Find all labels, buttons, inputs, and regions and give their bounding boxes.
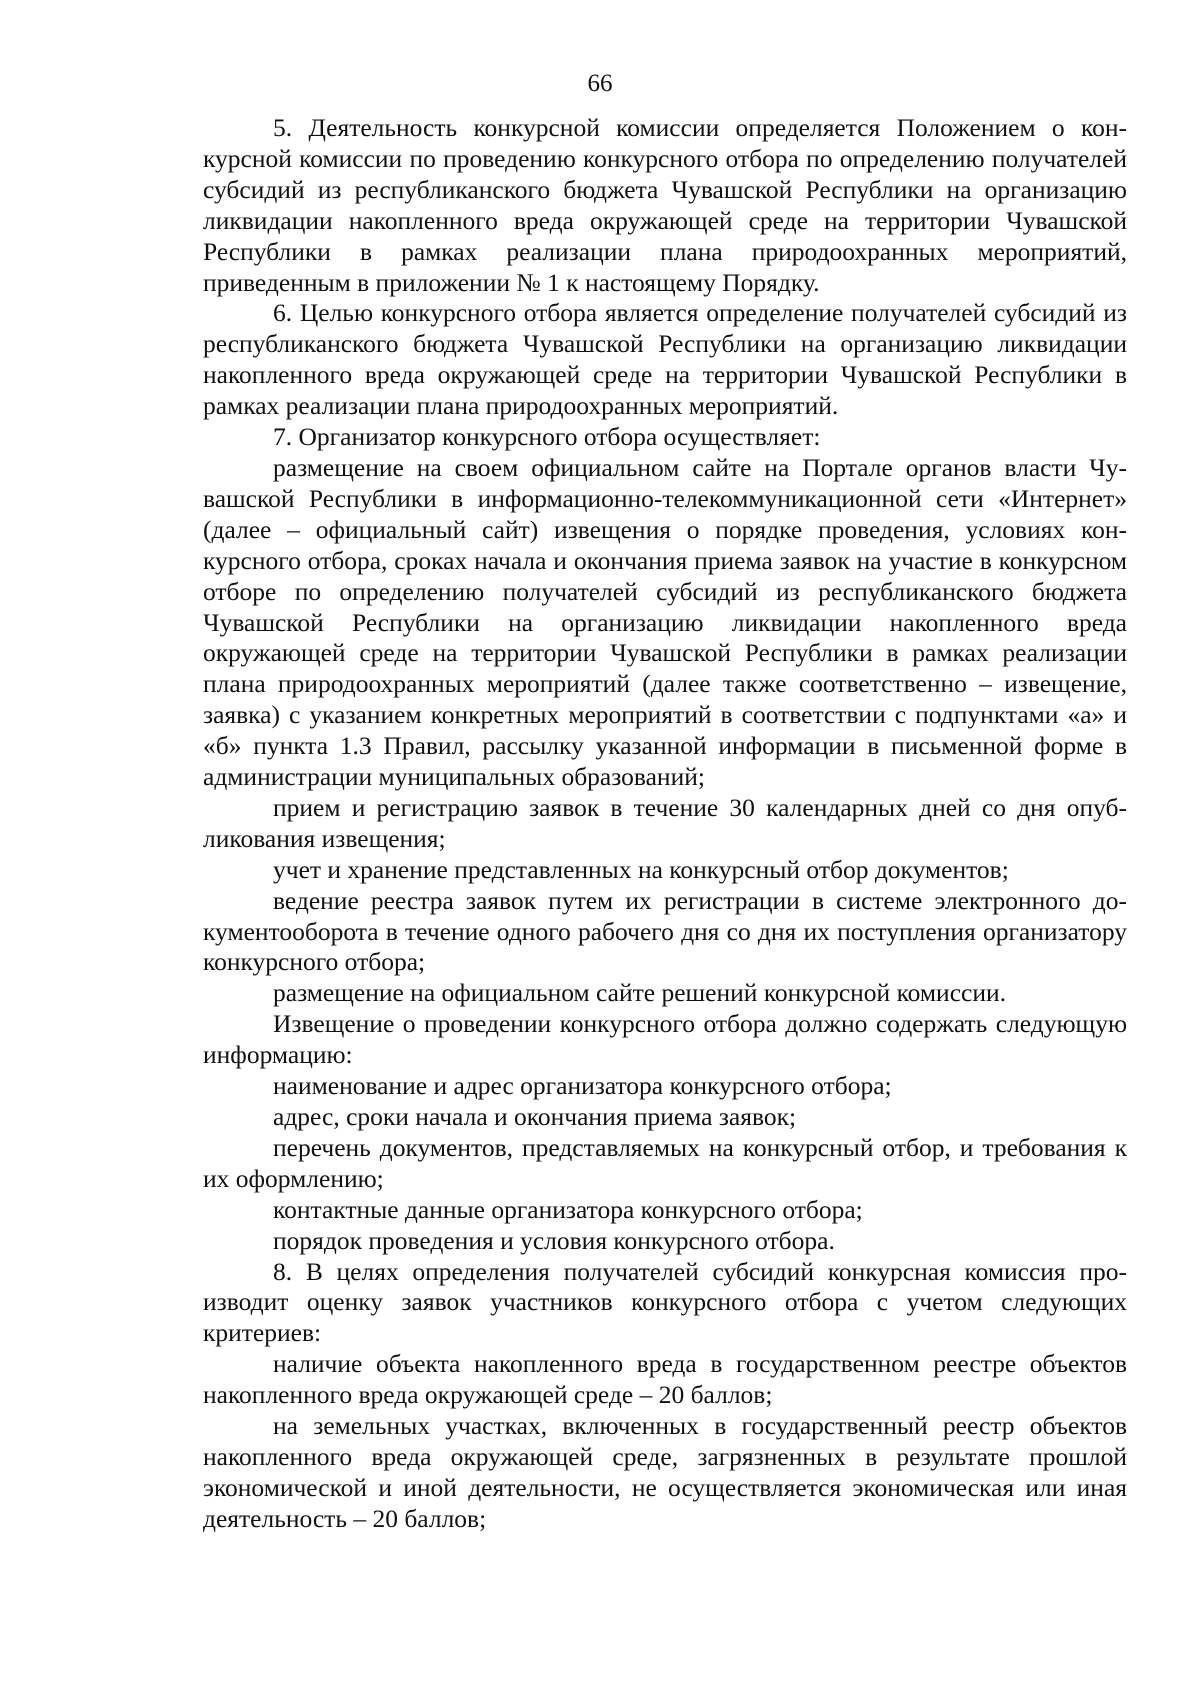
document-body <box>203 113 1127 1535</box>
paragraph-6: 6. Целью конкурсного отбора является определение получателей субсидий из республиканского бюджета Чувашской Республики на организацию ликвидации накопленного вреда окружающей среде на территории Чувашской Республики в рамках реализации плана природоохранных мероприятий. <box>203 298 1127 421</box>
notice-content-intro: Извещение о проведении конкурсного отбора должно содержать следующую информацию: <box>203 1009 1127 1070</box>
notice-item-documents: перечень документов, представляемых на конкурсный отбор, и требования к их оформлению; <box>203 1132 1127 1193</box>
paragraph-7-item-reception: прием и регистрацию заявок в течение 30 календарных дней со дня опубликования извещения; <box>203 792 1127 853</box>
page-number: 66 <box>587 70 613 97</box>
paragraph-7: 7. Организатор конкурсного отбора осуществляет: <box>273 422 821 452</box>
paragraph-8: 8. В целях определения получателей субсидий конкурсная комиссия производит оценку заявок участников конкурсного отбора с учетом следующих критериев: <box>203 1256 1127 1348</box>
notice-item-procedure: порядок проведения и условия конкурсного отбора. <box>273 1225 835 1255</box>
paragraph-7-item-storage: учет и хранение представленных на конкурсный отбор документов; <box>273 854 1009 884</box>
notice-item-name-address: наименование и адрес организатора конкурсного отбора; <box>273 1071 892 1101</box>
paragraph-7-item-decisions: размещение на официальном сайте решений конкурсной комиссии. <box>273 978 1007 1008</box>
paragraph-7-item-registry: ведение реестра заявок путем их регистрации в системе электронного документооборота в течение одного рабочего дня со дня их поступления организатору конкурсного отбора; <box>203 885 1127 977</box>
notice-item-contacts: контактные данные организатора конкурсного отбора; <box>273 1194 863 1224</box>
notice-item-dates: адрес, сроки начала и окончания приема заявок; <box>273 1102 797 1131</box>
criterion-land-plots: на земельных участках, включенных в государственный реестр объектов накопленного вреда окружающей среде, загрязненных в результате прошлой экономической и иной деятельности, не осуществляется экономическая или иная деятельность – 20 баллов; <box>203 1411 1127 1533</box>
paragraph-7-item-publication: размещение на своем официальном сайте на Портале органов власти Чувашской Республики в информационно-телекоммуникационной сети «Интернет» (далее – официальный сайт) извещения о порядке проведения, условиях конкурсного отбора, сроках начала и окончания приема заявок на участие в конкурсном отборе по определению получателей субсидий из республиканского бюджета Чувашской Республики на организацию ликвидации накопленного вреда окружающей среде на территории Чувашской Республики в рамках реализации плана природоохранных мероприятий (далее также соответственно – извещение, заявка) с указанием конкретных мероприятий в соответствии с подпунктами «а» и «б» пункта 1.3 Правил, рассылку указанной информации в письменной форме в администрации муниципальных образований; <box>203 452 1127 792</box>
paragraph-5: 5. Деятельность конкурсной комиссии определяется Положением о конкурсной комиссии по проведению конкурсного отбора по определению получателей субсидий из республиканского бюджета Чувашской Республики на организацию ликвидации накопленного вреда окружающей среде на территории Чувашской Республики в рамках реализации плана природоохранных мероприятий, приведенным в приложении № 1 к настоящему Порядку. <box>203 113 1127 297</box>
criterion-registry: наличие объекта накопленного вреда в государственном реестре объектов накопленного вреда окружающей среде – 20 баллов; <box>203 1349 1127 1410</box>
